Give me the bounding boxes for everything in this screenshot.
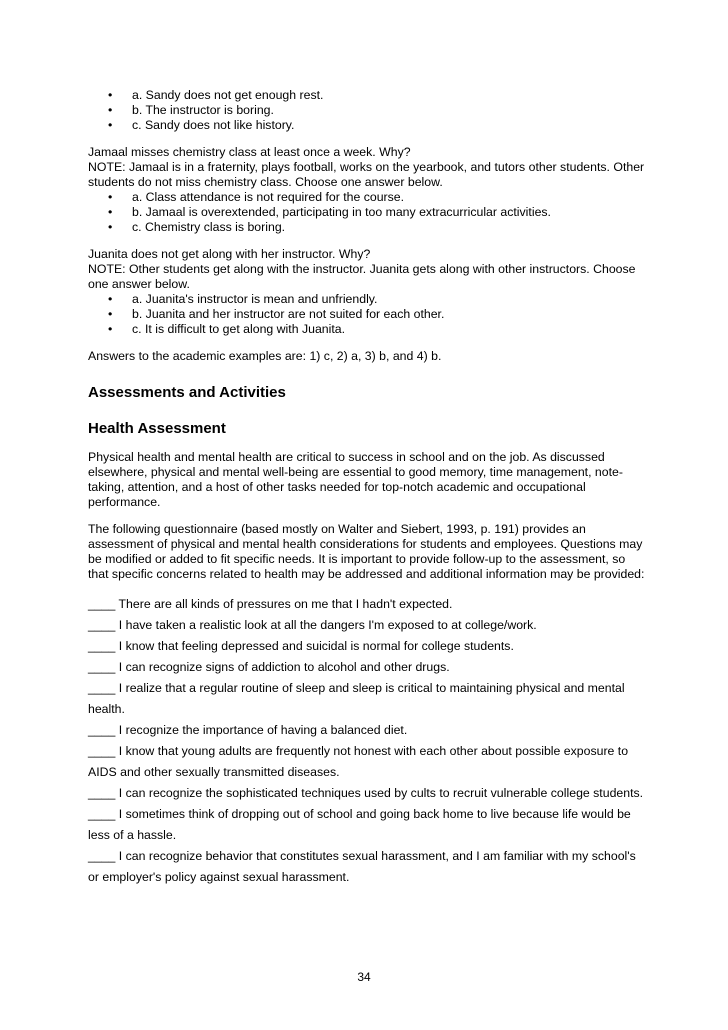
jamaal-note: NOTE: Jamaal is in a fraternity, plays football, works on the yearbook, and tutors other students. Other students do not miss chemistry class. Choose one answer below. <box>88 160 645 189</box>
bullet-icon: • <box>108 118 113 132</box>
subsection-heading: Health Assessment <box>88 420 226 437</box>
list-item: • c. Sandy does not like history. <box>108 118 295 132</box>
bullet-icon: • <box>108 322 113 336</box>
list-item: ____ I can recognize the sophisticated techniques used by cults to recruit vulnerable college students. <box>88 786 644 800</box>
bullet-icon: • <box>108 88 113 102</box>
list-item: ____ I can recognize behavior that constitutes sexual harassment, and I am familiar with my school's or employer's policy against sexual harassment. <box>88 849 636 884</box>
paragraph-health: Physical health and mental health are critical to success in school and on the job. As discussed elsewhere, physical and mental well-being are essential to good memory, time management, note-taking, attention, and a host of other tasks needed for top-notch academic and occupational performance. <box>88 450 623 509</box>
bullet-icon: • <box>108 205 113 219</box>
section-heading: Assessments and Activities <box>88 384 286 401</box>
paragraph-questionnaire-intro: The following questionnaire (based mostly on Walter and Siebert, 1993, p. 191) provides an assessment of physical and mental health considerations for students and employees. Questions may be modified or added to fit specific needs. It is important to provide follow-up to the assessment, so that specific concerns related to health may be addressed and additional information may be provided: <box>88 522 645 581</box>
bullet-icon: • <box>108 220 113 234</box>
list-item: • a. Juanita's instructor is mean and unfriendly. <box>108 292 378 306</box>
jamaal-example <box>88 145 648 235</box>
juanita-example <box>88 247 648 337</box>
list-item: • c. It is difficult to get along with Juanita. <box>108 322 346 336</box>
bullet-icon: • <box>108 292 113 306</box>
list-item: ____ I sometimes think of dropping out of school and going back home to live because life would be less of a hassle. <box>88 807 631 842</box>
bullet-icon: • <box>108 103 113 117</box>
list-item: ____ I realize that a regular routine of sleep and sleep is critical to maintaining physical and mental health. <box>88 681 625 716</box>
document-page <box>88 88 648 888</box>
jamaal-options-list <box>88 190 648 235</box>
list-item: • c. Chemistry class is boring. <box>108 220 286 234</box>
juanita-options-list <box>88 292 648 337</box>
list-item: • b. Jamaal is overextended, participating in too many extracurricular activities. <box>108 205 551 219</box>
sandy-options-list <box>88 88 648 133</box>
page-number: 34 <box>357 970 371 984</box>
bullet-icon: • <box>108 307 113 321</box>
juanita-note: NOTE: Other students get along with the instructor. Juanita gets along with other instructors. Choose one answer below. <box>88 262 636 291</box>
list-item: • a. Sandy does not get enough rest. <box>108 88 324 102</box>
bullet-icon: • <box>108 190 113 204</box>
jamaal-question: Jamaal misses chemistry class at least once a week. Why? <box>88 145 411 159</box>
answers-line: Answers to the academic examples are: 1) c, 2) a, 3) b, and 4) b. <box>88 349 442 363</box>
list-item: ____ I can recognize signs of addiction to alcohol and other drugs. <box>88 660 450 674</box>
list-item: ____ I know that feeling depressed and suicidal is normal for college students. <box>88 639 514 653</box>
juanita-question: Juanita does not get along with her instructor. Why? <box>88 247 371 261</box>
list-item: • a. Class attendance is not required for the course. <box>108 190 405 204</box>
list-item: ____ I have taken a realistic look at all the dangers I'm exposed to at college/work. <box>88 618 537 632</box>
list-item: • b. The instructor is boring. <box>108 103 274 117</box>
list-item: • b. Juanita and her instructor are not suited for each other. <box>108 307 445 321</box>
list-item: ____ I know that young adults are frequently not honest with each other about possible exposure to AIDS and other sexually transmitted diseases. <box>88 744 629 779</box>
list-item: ____ There are all kinds of pressures on me that I hadn't expected. <box>88 597 453 611</box>
questionnaire-list <box>88 594 648 888</box>
list-item: ____ I recognize the importance of having a balanced diet. <box>88 723 408 737</box>
